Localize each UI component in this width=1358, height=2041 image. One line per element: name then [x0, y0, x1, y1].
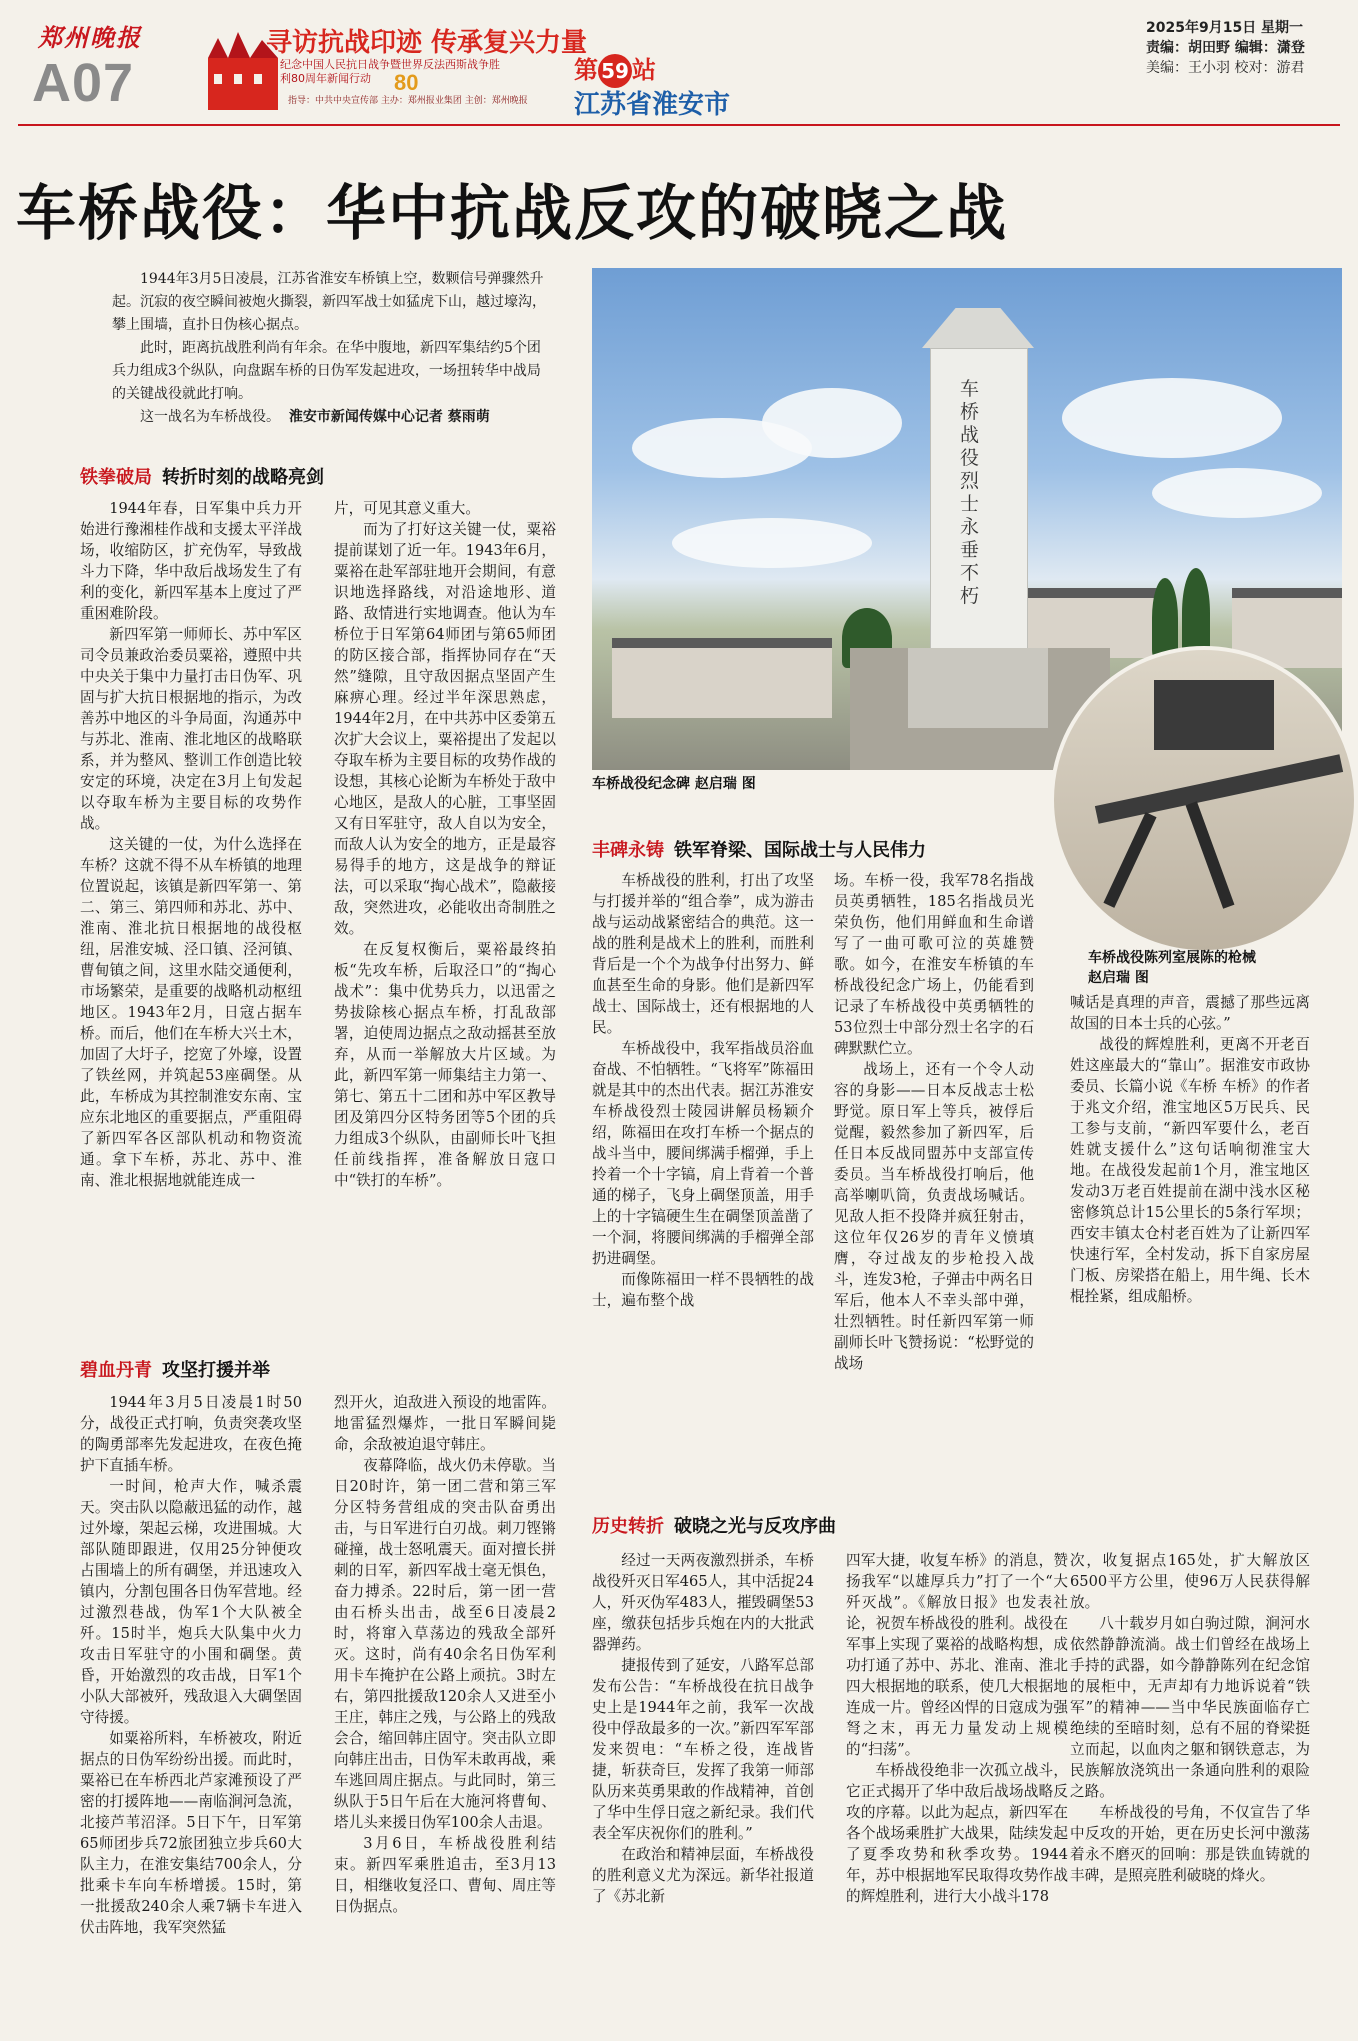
- paragraph: 在政治和精神层面，车桥战役的胜利意义尤为深远。新华社报道了《苏北新: [592, 1846, 814, 1905]
- weapon-exhibit-photo: [1050, 646, 1358, 954]
- paragraph: 八十载岁月如白驹过隙，涧河水依然静静流淌。战士们曾经在战场上手持的武器，如今静静陈列在纪念馆的展柜中，无声却有力地诉说着“铁军”的精神——当中华民族面临存亡绝续的至暗时刻，总有不屈的脊梁挺立而起，以血肉之躯和钢铁意志，为民族解放浇筑出一条通向胜利的艰险之路。: [1070, 1615, 1310, 1800]
- section-title: 铁军脊梁、国际战士与人民伟力: [674, 840, 926, 861]
- paragraph: 喊话是真理的声音，震撼了那些远离故国的日本士兵的心弦。”: [1070, 994, 1310, 1032]
- inset-caption-text: 车桥战役陈列室展陈的枪械: [1088, 950, 1256, 966]
- paragraph: 3月6日，车桥战役胜利结束。新四军乘胜追击，至3月13日，相继收复泾口、曹甸、周庄等日伪据点。: [334, 1835, 556, 1915]
- lead-paragraph: 此时，距离抗战胜利尚有年余。在华中腹地，新四军集结约5个团兵力组成3个纵队，向盘踞车桥的日伪军发起进攻，一场扭转华中战局的关键战役就此打响。: [112, 340, 541, 402]
- header-rule: [18, 124, 1340, 126]
- photo-caption: 车桥战役纪念碑 赵启瑞 图: [592, 776, 756, 792]
- station-place: 江苏省淮安市: [574, 90, 731, 120]
- article-column: [334, 1392, 556, 1917]
- building-shape: [612, 638, 832, 718]
- paragraph: 捷报传到了延安，八路军总部发布公告：“车桥战役在抗日战争史上是1944年之前，我军一次战役中俘敌最多的一次。”新四军军部发来贺电：“车桥之役，连战皆捷，斩获奇巨，发挥了我第一师部队历来英勇果敢的作战精神，首创了华中生俘日寇之新纪录。我们代表全军庆祝你们的胜利。”: [592, 1657, 814, 1842]
- paragraph: 在反复权衡后，粟裕最终拍板“先攻车桥，后取泾口”的“掏心战术”：集中优势兵力，以迅雷之势拔除核心据点车桥，打乱敌部署，迫使周边据点之敌动摇甚至放弃，从而一举解放大片区域。为此，新四军第一师集结主力第一、第七、第五十二团和苏中军区教导团及第四分区特务团等5个团的兵力组成3个纵队，由副师长叶飞担任前线指挥，准备解放日寇口中“铁打的车桥”。: [334, 941, 556, 1189]
- inset-caption-credit: 赵启瑞 图: [1088, 970, 1149, 986]
- article-column: [1070, 1550, 1310, 1886]
- banner-subtitle: 纪念中国人民抗日战争暨世界反法西斯战争胜利80周年新闻行动: [280, 58, 500, 85]
- inset-caption: [1088, 948, 1256, 988]
- article-column: [80, 498, 302, 1191]
- designer-credit: 美编：王小羽 校对：游君: [1146, 60, 1305, 76]
- lead-paragraph: [112, 406, 552, 429]
- machine-gun-shape: [1095, 754, 1343, 824]
- cloud-shape: [762, 388, 902, 458]
- masthead: [18, 14, 1340, 122]
- article-column: [80, 1392, 302, 1938]
- monument-cap: [922, 308, 1034, 348]
- section-tag: 铁拳破局: [80, 467, 152, 488]
- station-label: [574, 50, 656, 88]
- station-number-badge: 59: [598, 54, 632, 88]
- section-heading: [592, 836, 926, 862]
- article-column: [846, 1550, 1068, 1907]
- campaign-banner: [204, 18, 588, 114]
- section-heading: [592, 1512, 836, 1538]
- paragraph: 车桥战役绝非一次孤立战斗，它正式揭开了华中敌后战场战略反攻的序幕。以此为起点，新四军在各个战场乘胜扩大战果，陆续发起了夏季攻势和秋季攻势。1944年，苏中根据地军民取得攻势作战的辉煌胜利，进行大小战斗178: [846, 1762, 1068, 1905]
- paragraph: 片，可见其意义重大。: [334, 500, 480, 517]
- paragraph: 经过一天两夜激烈拼杀，车桥战役歼灭日军465人，其中活捉24人，歼灭伪军483人，摧毁碉堡53座，缴获包括步兵炮在内的大批武器弹药。: [592, 1552, 814, 1653]
- gun-bipod-leg: [1186, 801, 1235, 908]
- monument: [922, 308, 1034, 728]
- section-tag: 丰碑永铸: [592, 840, 664, 861]
- cloud-shape: [1152, 468, 1322, 518]
- paragraph: 一时间，枪声大作，喊杀震天。突击队以隐蔽迅猛的动作，越过外壕，架起云梯，攻进围城。大部队随即跟进，仅用25分钟便攻占围墙上的所有碉堡，并迅速攻入镇内，分割包围各日伪军营地。经过激烈巷战，伪军1个大队被全歼。15时半，炮兵大队集中火力攻击日军驻守的小围和碉堡。黄昏，开始激烈的攻击战，日军1个小队大部被歼，残敌退入大碉堡固守待援。: [80, 1478, 302, 1726]
- paragraph: 这关键的一仗，为什么选择在车桥？这就不得不从车桥镇的地理位置说起，该镇是新四军第一、第二、第三、第四师和苏北、苏中、淮南、淮北抗日根据地的战役枢纽，居淮安城、泾口镇、泾河镇、曹甸镇之间，这里水陆交通便利，市场繁荣，是重要的战略机动枢纽地区。1943年2月，日寇占据车桥。而后，他们在车桥大兴土木，加固了大圩子，挖宽了外壕，设置了铁丝网，并筑起53座碉堡。从此，车桥成为其控制淮安东南、宝应东北地区的重要据点，严重阻碍了新四军各区部队机动和物资流通。拿下车桥，苏北、苏中、淮南、淮北根据地就能连成一: [80, 836, 302, 1189]
- section-heading: [80, 1356, 270, 1382]
- paragraph: 四军大捷，收复车桥》的消息，赞扬我军“以雄厚兵力”打了一个“大歼灭战”。《解放日报》也发表社论，祝贺车桥战役的胜利。战役在军事上实现了粟裕的战略构想，成功打通了苏中、苏北、淮南、淮北四大根据地的联系，使几大根据地连成一片。曾经凶悍的日寇成为强弩之末，再无力量发动上规模的“扫荡”。: [846, 1552, 1068, 1758]
- monument-base: [908, 648, 1048, 728]
- article-column: [1070, 992, 1310, 1307]
- paragraph: 次，收复据点165处，扩大解放区6500平方公里，使96万人民获得解放。: [1070, 1552, 1310, 1611]
- byline: 淮安市新闻传媒中心记者 蔡雨萌: [288, 409, 490, 425]
- exhibit-placard: [1154, 680, 1274, 750]
- cloud-shape: [672, 518, 872, 568]
- section-title: 转折时刻的战略亮剑: [162, 467, 324, 488]
- section-title: 攻坚打援并举: [162, 1360, 270, 1381]
- paragraph: 车桥战役中，我军指战员浴血奋战、不怕牺牲。“飞将军”陈福田就是其中的杰出代表。据江苏淮安车桥战役烈士陵园讲解员杨颖介绍，陈福田在攻打车桥一个据点的战斗当中，腰间绑满手榴弹，手上拎着一个十字镐，肩上背着一个普通的梯子，飞身上碉堡顶盖，用手上的十字镐硬生生在碉堡顶盖凿了一个洞，将腰间绑满的手榴弹全部扔进碉堡。: [592, 1040, 814, 1267]
- banner-anniversary-number: 80: [394, 70, 419, 95]
- gun-bipod-leg: [1103, 812, 1156, 908]
- editor-credit: 责编：胡田野 编辑：潇登: [1146, 40, 1305, 56]
- paragraph: 车桥战役的胜利，打出了攻坚与打援并举的“组合拳”，成为游击战与运动战紧密结合的典范。这一战的胜利是战术上的胜利，而胜利背后是一个个为战争付出努力、鲜血甚至生命的身影。他们是新四军战士、国际战士，还有根据地的人民。: [592, 872, 814, 1036]
- tree-shape: [1152, 578, 1178, 658]
- banner-slogan: 寻访抗战印迹 传承复兴力量: [266, 28, 588, 58]
- section-title: 破晓之光与反攻序曲: [674, 1516, 836, 1537]
- section-tag: 历史转折: [592, 1516, 664, 1537]
- paragraph: 而像陈福田一样不畏牺牲的战士，遍布整个战: [592, 1271, 814, 1309]
- section-heading: [80, 463, 324, 489]
- article-column: [592, 870, 814, 1311]
- lead-paragraph: 1944年3月5日凌晨，江苏省淮安车桥镇上空，数颗信号弹骤然升起。沉寂的夜空瞬间被炮火撕裂，新四军战士如猛虎下山，越过壕沟，攀上围墙，直扑日伪核心据点。: [112, 271, 546, 333]
- paragraph: 1944年春，日军集中兵力开始进行豫湘桂作战和支援太平洋战场，收缩防区，扩充伪军，导致战斗力下降，华中敌后战场发生了有利的变化，新四军基本上度过了严重困难阶段。: [80, 500, 302, 622]
- paragraph: 战场上，还有一个令人动容的身影——日本反战志士松野觉。原日军上等兵，被俘后觉醒，毅然参加了新四军，后任日本反战同盟苏中支部宣传委员。当车桥战役打响后，他高举喇叭筒，负责战场喊话。见敌人拒不投降并疯狂射击，这位年仅26岁的青年义愤填膺，夺过战友的步枪投入战斗，连发3枪，子弹击中两名日军后，他本人不幸头部中弹，壮烈牺牲。时任新四军第一师副师长叶飞赞扬说：“松野觉的战场: [834, 1061, 1034, 1372]
- issue-date: 2025年9月15日 星期一: [1146, 20, 1304, 36]
- tree-shape: [1182, 568, 1210, 658]
- article-column: [592, 1550, 814, 1907]
- paragraph: 而为了打好这关键一仗，粟裕提前谋划了近一年。1943年6月，粟裕在赴军部驻地开会期间，有意识地选择路线，对沿途地形、道路、敌情进行实地调查。他认为车桥位于日军第64师团与第65师团的防区接合部，指挥协同存在“天然”缝隙，且守敌因据点坚固产生麻痹心理。经过半年深思熟虑，1944年2月，在中共苏中区委第五次扩大会议上，粟裕提出了发起以夺取车桥为主要目标的攻势作战的设想，其核心论断为车桥处于敌中心地区，是敌人的心脏，工事坚固又有日军驻守，敌人自以为安全，而敌人认为安全的地方，正是最容易得手的地方，这是战争的辩证法，可以采取“掏心战术”，隐蔽接敌，突然进攻，必能收出奇制胜之效。: [334, 521, 556, 937]
- article-column: [334, 498, 556, 1191]
- station-prefix: 第: [574, 56, 598, 84]
- paragraph: 1944年3月5日凌晨1时50分，战役正式打响，负责突袭攻坚的陶勇部率先发起进攻，在夜色掩护下直插车桥。: [80, 1394, 302, 1474]
- paragraph: 新四军第一师师长、苏中军区司令员兼政治委员粟裕，遵照中共中央关于集中力量打击日伪军、巩固与扩大抗日根据地的指示，为改善苏中地区的斗争局面，沟通苏中与苏北、淮南、淮北地区的战略联系，并为整风、整训工作创造比较安定的环境，决定在3月上旬发起以夺取车桥为主要目标的攻势作战。: [80, 626, 302, 832]
- paragraph: 场。车桥一役，我军78名指战员英勇牺牲，185名指战员光荣负伤，他们用鲜血和生命谱写了一曲可歌可泣的英雄赞歌。如今，在淮安车桥镇的车桥战役纪念广场上，仍能看到记录了车桥战役中英勇牺牲的53位烈士中部分烈士名字的石碑默默伫立。: [834, 872, 1034, 1057]
- paragraph: 战役的辉煌胜利，更离不开老百姓这座最大的“靠山”。据淮安市政协委员、长篇小说《车桥 车桥》的作者于兆文介绍，淮宝地区5万民兵、民工参与支前，“新四军要什么，老百姓就支援什么”这句话响彻淮宝大地。在战役发起前1个月，淮宝地区发动3万老百姓提前在湖中浅水区秘密修筑总计15公里长的5条行军坝；西安丰镇太仓村老百姓为了让新四军快速行军，全村发动，拆下自家房屋门板、房梁搭在船上，用牛绳、长木棍拴紧，组成船桥。: [1070, 1036, 1310, 1305]
- page-code: A07: [32, 53, 135, 113]
- paragraph: 如粟裕所料，车桥被攻，附近据点的日伪军纷纷出援。而此时，粟裕已在车桥西北芦家滩预设了严密的打援阵地——南临涧河急流，北接芦苇沼泽。5日下午，日军第65师团步兵72旅团独立步兵60大队主力，在淮安集结700余人，分批乘卡车向车桥增援。15时，第一批援敌240余人乘7辆卡车进入伏击阵地，我军突然猛: [80, 1730, 302, 1936]
- section-tag: 碧血丹青: [80, 1360, 152, 1381]
- headline: 车桥战役：华中抗战反攻的破晓之战: [16, 179, 1008, 249]
- paragraph: 夜幕降临，战火仍未停歇。当日20时许，第一团二营和第三军分区特务营组成的突击队奋勇出击，与日军进行白刃战。刺刀铿锵碰撞，战士怒吼震天。面对擅长拼刺的日军，新四军战士毫无惧色，奋力搏杀。22时后，第一团一营由石桥头出击，战至6日凌晨2时，将窜入草荡边的残敌全部歼灭。这时，尚有40余名日伪军利用卡车掩护在公路上顽抗。3时左右，第四批援敌120余人又进至小王庄，韩庄之残，与公路上的残敌会合，缩回韩庄固守。突击队立即向韩庄出击，日伪军未敢再战，乘车逃回周庄据点。与此同时，第三纵队于5日午后在大施河将曹甸、塔儿头来援日伪军100余人击退。: [334, 1457, 556, 1831]
- lead-closing: 这一战名为车桥战役。: [140, 409, 280, 425]
- banner-organizers: 指导：中共中央宣传部 主办：郑州报业集团 主创：郑州晚报: [288, 96, 528, 106]
- lead-paragraphs: [112, 268, 552, 429]
- dateline: [1146, 18, 1336, 78]
- station-suffix: 站: [632, 56, 656, 84]
- monument-inscription: 车桥战役烈士永垂不朽: [960, 378, 980, 607]
- article-column: [834, 870, 1034, 1374]
- cloud-shape: [1062, 378, 1282, 458]
- paragraph: 烈开火，迫敌进入预设的地雷阵。地雷猛烈爆炸，一批日军瞬间毙命，余敌被迫退守韩庄。: [334, 1394, 556, 1453]
- paper-name: 郑州晚报: [38, 23, 142, 52]
- paragraph: 车桥战役的号角，不仅宣告了华中反攻的开始，更在历史长河中激荡着永不磨灭的回响：那是铁血铸就的丰碑，是照亮胜利破晓的烽火。: [1070, 1804, 1310, 1884]
